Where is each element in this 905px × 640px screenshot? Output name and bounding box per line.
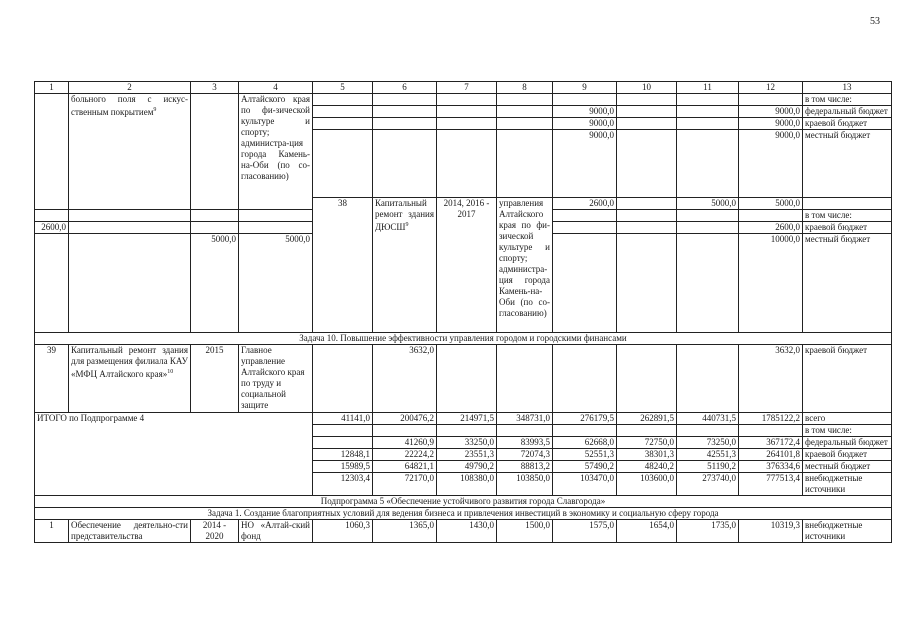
header-cell: 10: [617, 82, 677, 94]
header-cell: 3: [191, 82, 239, 94]
cell-value: 5000,0: [191, 234, 239, 333]
subprogram-heading: Подпрограмма 5 «Обеспечение устойчивого развития города Славгорода»: [35, 496, 892, 508]
cell-value: 3632,0: [373, 345, 437, 413]
cell-value: [191, 210, 239, 222]
cell-value: [553, 94, 617, 106]
budget-source: федеральный бюджет: [803, 106, 892, 118]
cell-value: 62668,0: [553, 437, 617, 449]
cell-value: 9000,0: [553, 130, 617, 198]
cell-value: [739, 210, 803, 222]
header-cell: 1: [35, 82, 69, 94]
cell-value: 5000,0: [677, 198, 739, 210]
cell-value: 72074,3: [497, 449, 553, 461]
header-cell: 2: [69, 82, 191, 94]
cell-value: 83993,5: [497, 437, 553, 449]
item-number: [35, 94, 69, 210]
table-row: [35, 94, 892, 106]
cell-value: 52551,3: [553, 449, 617, 461]
budget-source: местный бюджет: [803, 234, 892, 333]
budget-source: в том числе:: [803, 425, 892, 437]
cell-value: 48240,2: [617, 461, 677, 473]
item-number: 39: [35, 345, 69, 413]
cell-value: 10000,0: [739, 234, 803, 333]
cell-value: 9000,0: [553, 118, 617, 130]
table-row: [35, 345, 892, 413]
cell-value: 200476,2: [373, 413, 437, 425]
cell-value: 41260,9: [373, 437, 437, 449]
cell-value: [373, 425, 437, 437]
budget-source: местный бюджет: [803, 130, 892, 198]
cell-value: [239, 222, 313, 234]
header-cell: 7: [437, 82, 497, 94]
cell-value: [739, 425, 803, 437]
cell-value: 103470,0: [553, 473, 617, 496]
item-name: Капитальный ремонт здания ДЮСШ$^9$: [373, 198, 437, 333]
budget-source: в том числе:: [803, 94, 892, 106]
header-cell: 9: [553, 82, 617, 94]
section-row: [35, 508, 892, 520]
cell-value: 10319,3: [739, 520, 803, 543]
cell-value: 348731,0: [497, 413, 553, 425]
cell-value: 5000,0: [239, 234, 313, 333]
cell-value: 49790,2: [437, 461, 497, 473]
cell-value: 777513,4: [739, 473, 803, 496]
cell-value: 9000,0: [739, 118, 803, 130]
page-number: 53: [870, 16, 880, 27]
header-cell: 11: [677, 82, 739, 94]
cell-value: 1365,0: [373, 520, 437, 543]
cell-value: [617, 425, 677, 437]
item-years: [191, 94, 239, 210]
cell-value: 3632,0: [739, 345, 803, 413]
header-row: [35, 82, 892, 94]
cell-value: [313, 437, 373, 449]
cell-value: 1654,0: [617, 520, 677, 543]
header-cell: 6: [373, 82, 437, 94]
budget-source: федеральный бюджет: [803, 437, 892, 449]
header-cell: 5: [313, 82, 373, 94]
cell-value: 57490,2: [553, 461, 617, 473]
cell-value: 1735,0: [677, 520, 739, 543]
cell-value: 15989,5: [313, 461, 373, 473]
table-row: [35, 520, 892, 543]
cell-value: 64821,1: [373, 461, 437, 473]
total-label: ИТОГО по Подпрограмме 4: [35, 413, 313, 496]
cell-value: [35, 234, 69, 333]
budget-source: в том числе:: [803, 210, 892, 222]
item-executor: Главное управление Алтайского края по труду и социальной защите: [239, 345, 313, 413]
budget-source: краевой бюджет: [803, 449, 892, 461]
section-row: [35, 496, 892, 508]
cell-value: 1060,3: [313, 520, 373, 543]
task-heading: Задача 1. Создание благоприятных условий для ведения бизнеса и привлечения инвестиций в экономику и социальную сферу города: [35, 508, 892, 520]
cell-value: [35, 210, 69, 222]
cell-value: [239, 210, 313, 222]
cell-value: 2600,0: [553, 198, 617, 210]
cell-value: 9000,0: [739, 130, 803, 198]
cell-value: 72170,0: [373, 473, 437, 496]
cell-value: 1430,0: [437, 520, 497, 543]
cell-value: [553, 425, 617, 437]
header-cell: 4: [239, 82, 313, 94]
budget-source: внебюджетные источники: [803, 473, 892, 496]
item-years: 2014, 2016 - 2017: [437, 198, 497, 333]
cell-value: 103850,0: [497, 473, 553, 496]
item-name: больного поля с искус-ственным покрытием$^9$: [69, 94, 191, 210]
cell-value: 22224,2: [373, 449, 437, 461]
cell-value: 88813,2: [497, 461, 553, 473]
cell-value: 5000,0: [739, 198, 803, 210]
cell-value: 72750,0: [617, 437, 677, 449]
cell-value: 1575,0: [553, 520, 617, 543]
total-row: [35, 413, 892, 425]
cell-value: 12848,1: [313, 449, 373, 461]
budget-source: внебюджетные источники: [803, 520, 892, 543]
budget-source: всего: [803, 413, 892, 425]
cell-value: [191, 222, 239, 234]
cell-value: 51190,2: [677, 461, 739, 473]
cell-value: 214971,5: [437, 413, 497, 425]
task-heading: Задача 10. Повышение эффективности управления городом и городскими финансами: [35, 333, 892, 345]
cell-value: 2600,0: [739, 222, 803, 234]
cell-value: 2600,0: [35, 222, 69, 234]
cell-value: [313, 425, 373, 437]
cell-value: 376334,6: [739, 461, 803, 473]
item-name: Обеспечение деятельно-сти представительства: [69, 520, 191, 543]
budget-source: местный бюджет: [803, 461, 892, 473]
header-cell: 8: [497, 82, 553, 94]
item-years: 2015: [191, 345, 239, 413]
cell-value: 23551,3: [437, 449, 497, 461]
cell-value: [739, 94, 803, 106]
cell-value: 9000,0: [553, 106, 617, 118]
budget-source: краевой бюджет: [803, 222, 892, 234]
item-number: 1: [35, 520, 69, 543]
cell-value: 73250,0: [677, 437, 739, 449]
header-cell: 13: [803, 82, 892, 94]
cell-value: 33250,0: [437, 437, 497, 449]
item-executor: Алтайского края по фи-зической культуре и спорту; администра-ция города Камень-на-Оби (по со-гласованию): [239, 94, 313, 210]
section-row: [35, 333, 892, 345]
cell-value: 1500,0: [497, 520, 553, 543]
item-years: 2014 - 2020: [191, 520, 239, 543]
cell-value: 41141,0: [313, 413, 373, 425]
cell-value: [677, 425, 739, 437]
cell-value: 38301,3: [617, 449, 677, 461]
cell-value: [497, 425, 553, 437]
cell-value: 12303,4: [313, 473, 373, 496]
cell-value: 108380,0: [437, 473, 497, 496]
cell-value: 440731,5: [677, 413, 739, 425]
item-executor: управления Алтайского края по фи-зической культуре и спорту; администра-ция города Камень-на-Оби (по со-гласованию): [497, 198, 553, 333]
cell-value: [437, 425, 497, 437]
cell-value: 262891,5: [617, 413, 677, 425]
item-number: 38: [313, 198, 373, 333]
cell-value: 42551,3: [677, 449, 739, 461]
item-executor: НО «Алтай-ский фонд: [239, 520, 313, 543]
cell-value: 273740,0: [677, 473, 739, 496]
budget-source: краевой бюджет: [803, 345, 892, 413]
budget-table: [34, 81, 892, 543]
cell-value: 367172,4: [739, 437, 803, 449]
cell-value: 264101,8: [739, 449, 803, 461]
cell-value: 9000,0: [739, 106, 803, 118]
budget-source: краевой бюджет: [803, 118, 892, 130]
item-name: Капитальный ремонт здания для размещения филиала КАУ «МФЦ Алтайского края»$^{10}$: [69, 345, 191, 413]
cell-value: 1785122,2: [739, 413, 803, 425]
cell-value: 103600,0: [617, 473, 677, 496]
cell-value: 276179,5: [553, 413, 617, 425]
header-cell: 12: [739, 82, 803, 94]
